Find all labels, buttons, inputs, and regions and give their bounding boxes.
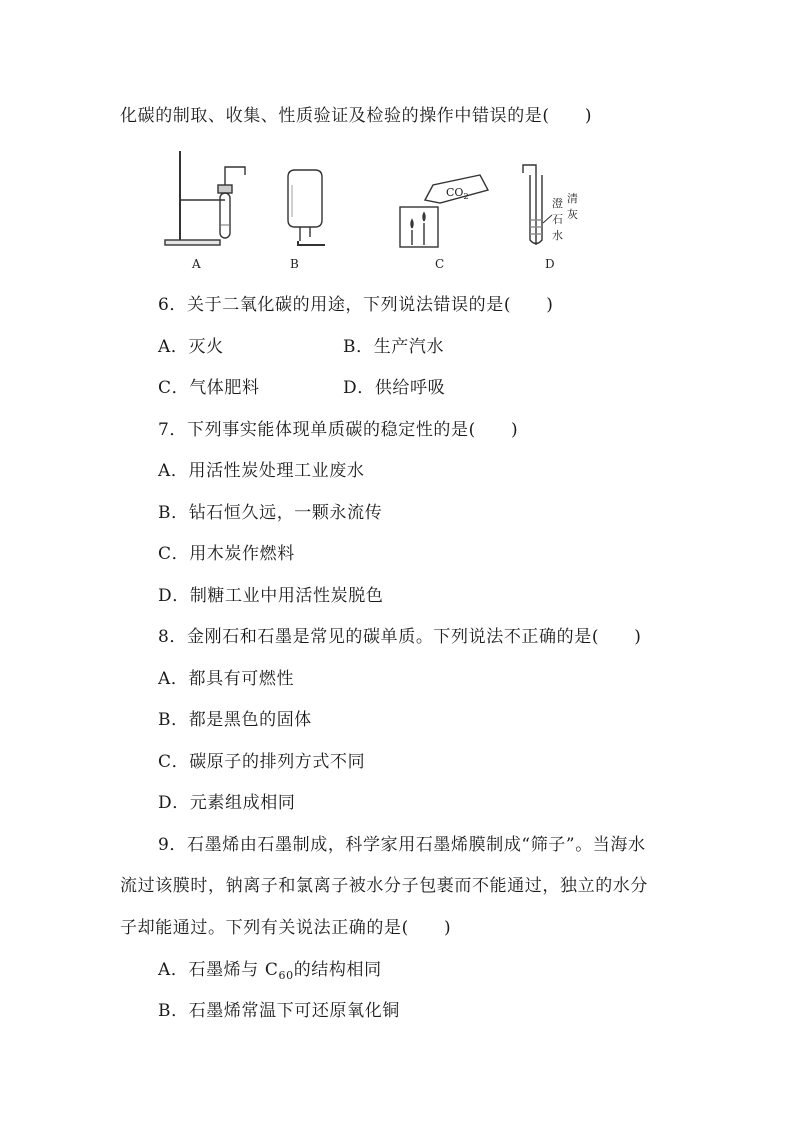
- question-9-option-a-pre: A．石墨烯与 C: [158, 960, 279, 980]
- question-8-option-b: B．都是黑色的固体: [158, 710, 312, 730]
- question-7-stem: 7．下列事实能体现单质碳的稳定性的是( ): [158, 420, 519, 440]
- question-6-stem: 6．关于二氧化碳的用途，下列说法错误的是( ): [158, 295, 554, 315]
- question-9-option-a-post: 的结构相同: [293, 960, 382, 980]
- question-5-stem-continuation: 化碳的制取、收集、性质验证及检验的操作中错误的是( ): [120, 106, 593, 126]
- c60-subscript: 60: [278, 969, 294, 982]
- question-9-stem-line-3: 子却能通过。下列有关说法正确的是( ): [120, 918, 452, 938]
- apparatus-figure: [150, 145, 590, 280]
- question-9-stem-line-2: 流过该膜时，钠离子和氯离子被水分子包裹而不能通过，独立的水分: [120, 876, 648, 896]
- limewater-char-2: 清: [567, 192, 578, 205]
- question-8-option-a: A．都具有可燃性: [158, 669, 295, 689]
- question-6-option-b: B．生产汽水: [343, 337, 445, 357]
- label-c: C: [435, 257, 445, 271]
- question-9-option-b: B．石墨烯常温下可还原氧化铜: [158, 1001, 400, 1021]
- limewater-char-4: 灰: [567, 208, 578, 221]
- limewater-char-5: 水: [552, 229, 563, 242]
- question-8-option-d: D．元素组成相同: [158, 793, 296, 813]
- question-7-option-d: D．制糖工业中用活性炭脱色: [158, 586, 384, 606]
- question-9-stem-line-1: 9．石墨烯由石墨制成，科学家用石墨烯膜制成“筛子”。当海水: [158, 835, 646, 855]
- apparatus-a-generator: [165, 151, 245, 245]
- apparatus-diagram: [150, 145, 590, 280]
- question-7-option-c: C．用木炭作燃料: [158, 544, 295, 564]
- question-7-option-a: A．用活性炭处理工业废水: [158, 461, 365, 481]
- apparatus-c-pouring: [400, 175, 488, 247]
- question-9-option-a: [158, 958, 382, 988]
- label-b: B: [290, 257, 299, 271]
- co2-label: $CO_2$: [446, 186, 469, 201]
- question-6-option-a: A．灭火: [158, 337, 224, 357]
- limewater-char-1: 澄: [552, 197, 563, 210]
- question-6-option-d: D．供给呼吸: [343, 378, 446, 398]
- question-8-stem: 8．金刚石和石墨是常见的碳单质。下列说法不正确的是( ): [158, 627, 642, 647]
- limewater-char-3: 石: [552, 213, 563, 226]
- apparatus-b-collection: [288, 170, 325, 245]
- label-a: A: [192, 257, 201, 271]
- question-7-option-b: B．钻石恒久远，一颗永流传: [158, 503, 383, 523]
- label-d: D: [545, 257, 555, 271]
- question-8-option-c: C．碳原子的排列方式不同: [158, 752, 366, 772]
- apparatus-d-limewater: [523, 165, 552, 245]
- question-6-option-c: C．气体肥料: [158, 378, 260, 398]
